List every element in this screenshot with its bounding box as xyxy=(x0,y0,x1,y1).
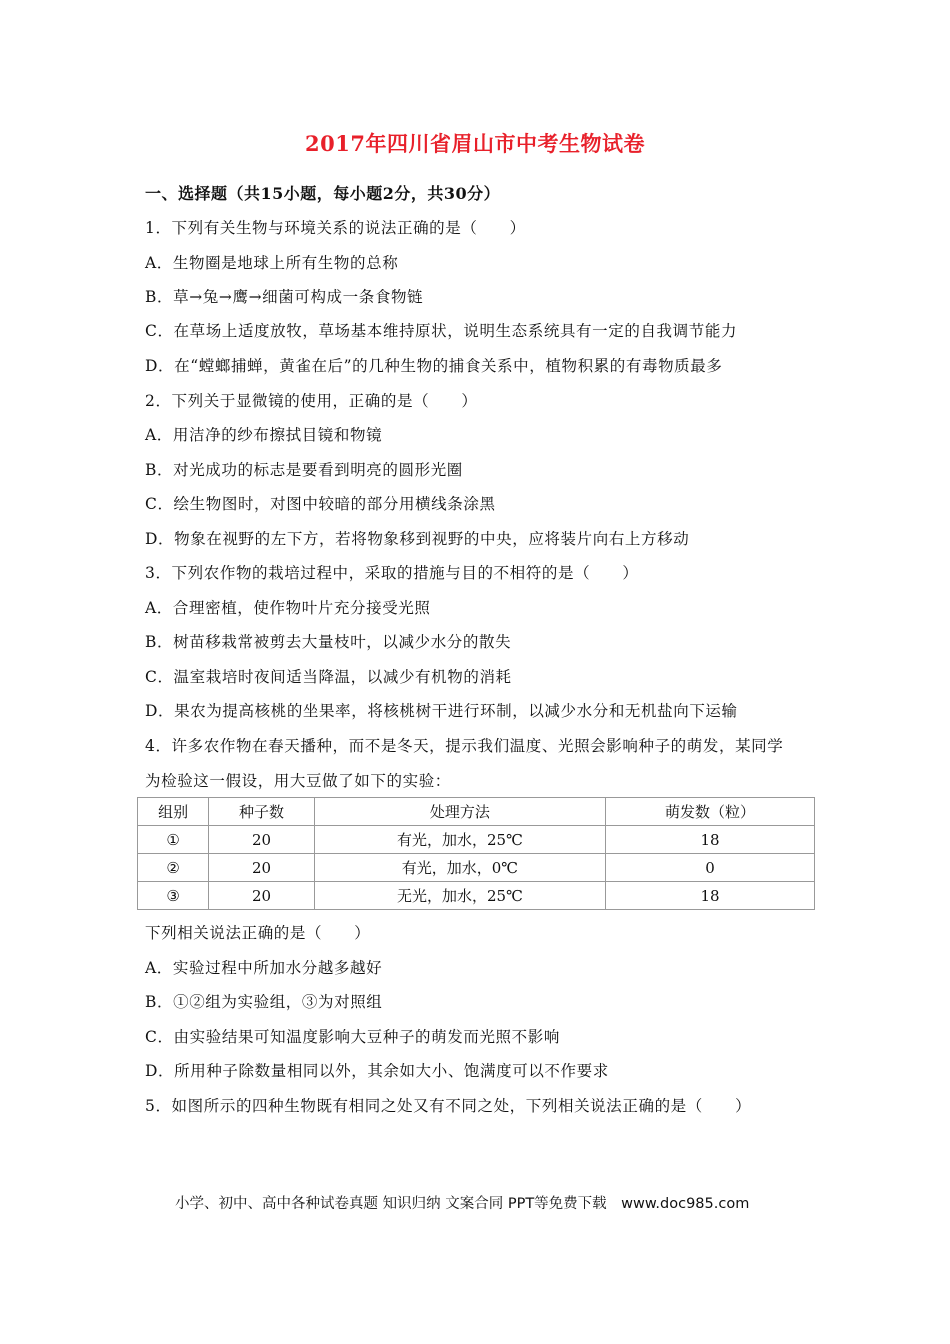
table-cell: ③ xyxy=(138,882,209,910)
table-row xyxy=(138,854,815,882)
question-2-option-b: B．对光成功的标志是要看到明亮的圆形光圈 xyxy=(145,461,463,479)
table-cell: 20 xyxy=(209,882,315,910)
table-header-cell: 种子数 xyxy=(209,798,315,826)
question-2-option-d: D．物象在视野的左下方，若将物象移到视野的中央，应将装片向右上方移动 xyxy=(145,530,690,548)
footer-text: 小学、初中、高中各种试卷真题 知识归纳 文案合同 PPT等免费下载 www.doc985.com xyxy=(175,1196,750,1212)
table-row xyxy=(138,826,815,854)
question-4-option-a: A．实验过程中所加水分越多越好 xyxy=(145,959,383,977)
table-cell: 18 xyxy=(606,826,815,854)
question-2-option-a: A．用洁净的纱布擦拭目镜和物镜 xyxy=(145,426,383,444)
table-header-cell: 萌发数（粒） xyxy=(606,798,815,826)
question-3-option-c: C．温室栽培时夜间适当降温，以减少有机物的消耗 xyxy=(145,668,512,686)
question-2-option-c: C．绘生物图时，对图中较暗的部分用横线条涂黑 xyxy=(145,495,496,513)
question-4-option-b: B．①②组为实验组，③为对照组 xyxy=(145,993,383,1011)
table-header-cell: 处理方法 xyxy=(314,798,605,826)
question-4-option-c: C．由实验结果可知温度影响大豆种子的萌发而光照不影响 xyxy=(145,1028,560,1046)
question-1-option-d: D．在“螳螂捕蝉，黄雀在后”的几种生物的捕食关系中，植物积累的有毒物质最多 xyxy=(145,357,723,375)
question-1-option-a: A．生物圈是地球上所有生物的总称 xyxy=(145,254,399,272)
question-3-option-a: A．合理密植，使作物叶片充分接受光照 xyxy=(145,599,431,617)
experiment-table xyxy=(137,797,815,910)
question-1-option-b: B．草→兔→鹰→细菌可构成一条食物链 xyxy=(145,288,424,306)
table-cell: ① xyxy=(138,826,209,854)
question-3-option-b: B．树苗移栽常被剪去大量枝叶，以减少水分的散失 xyxy=(145,633,512,651)
table-cell: 20 xyxy=(209,826,315,854)
table-cell: 有光，加水，25℃ xyxy=(314,826,605,854)
question-4-option-d: D．所用种子除数量相同以外，其余如大小、饱满度可以不作要求 xyxy=(145,1062,609,1080)
question-4-question: 下列相关说法正确的是（ ） xyxy=(145,924,371,942)
table-row xyxy=(138,882,815,910)
table-cell: ② xyxy=(138,854,209,882)
table-cell: 有光，加水，0℃ xyxy=(314,854,605,882)
table-header-row xyxy=(138,798,815,826)
question-4-stem-line-1: 4．许多农作物在春天播种，而不是冬天，提示我们温度、光照会影响种子的萌发，某同学 xyxy=(145,737,784,755)
table-cell: 0 xyxy=(606,854,815,882)
question-1-stem: 1．下列有关生物与环境关系的说法正确的是（ ） xyxy=(145,219,526,237)
question-5-stem: 5．如图所示的四种生物既有相同之处又有不同之处，下列相关说法正确的是（ ） xyxy=(145,1097,752,1115)
table-header-cell: 组别 xyxy=(138,798,209,826)
table-cell: 无光，加水，25℃ xyxy=(314,882,605,910)
question-3-option-d: D．果农为提高核桃的坐果率，将核桃树干进行环制，以减少水分和无机盐向下运输 xyxy=(145,702,738,720)
question-3-stem: 3．下列农作物的栽培过程中，采取的措施与目的不相符的是（ ） xyxy=(145,564,639,582)
table-cell: 20 xyxy=(209,854,315,882)
question-1-option-c: C．在草场上适度放牧，草场基本维持原状，说明生态系统具有一定的自我调节能力 xyxy=(145,322,738,340)
section-header: 一、选择题（共15小题，每小题2分，共30分） xyxy=(145,184,501,203)
question-4-stem-line-2: 为检验这一假设，用大豆做了如下的实验： xyxy=(145,772,451,790)
table-cell: 18 xyxy=(606,882,815,910)
question-2-stem: 2．下列关于显微镜的使用，正确的是（ ） xyxy=(145,392,478,410)
page-title: 2017年四川省眉山市中考生物试卷 xyxy=(305,131,645,156)
